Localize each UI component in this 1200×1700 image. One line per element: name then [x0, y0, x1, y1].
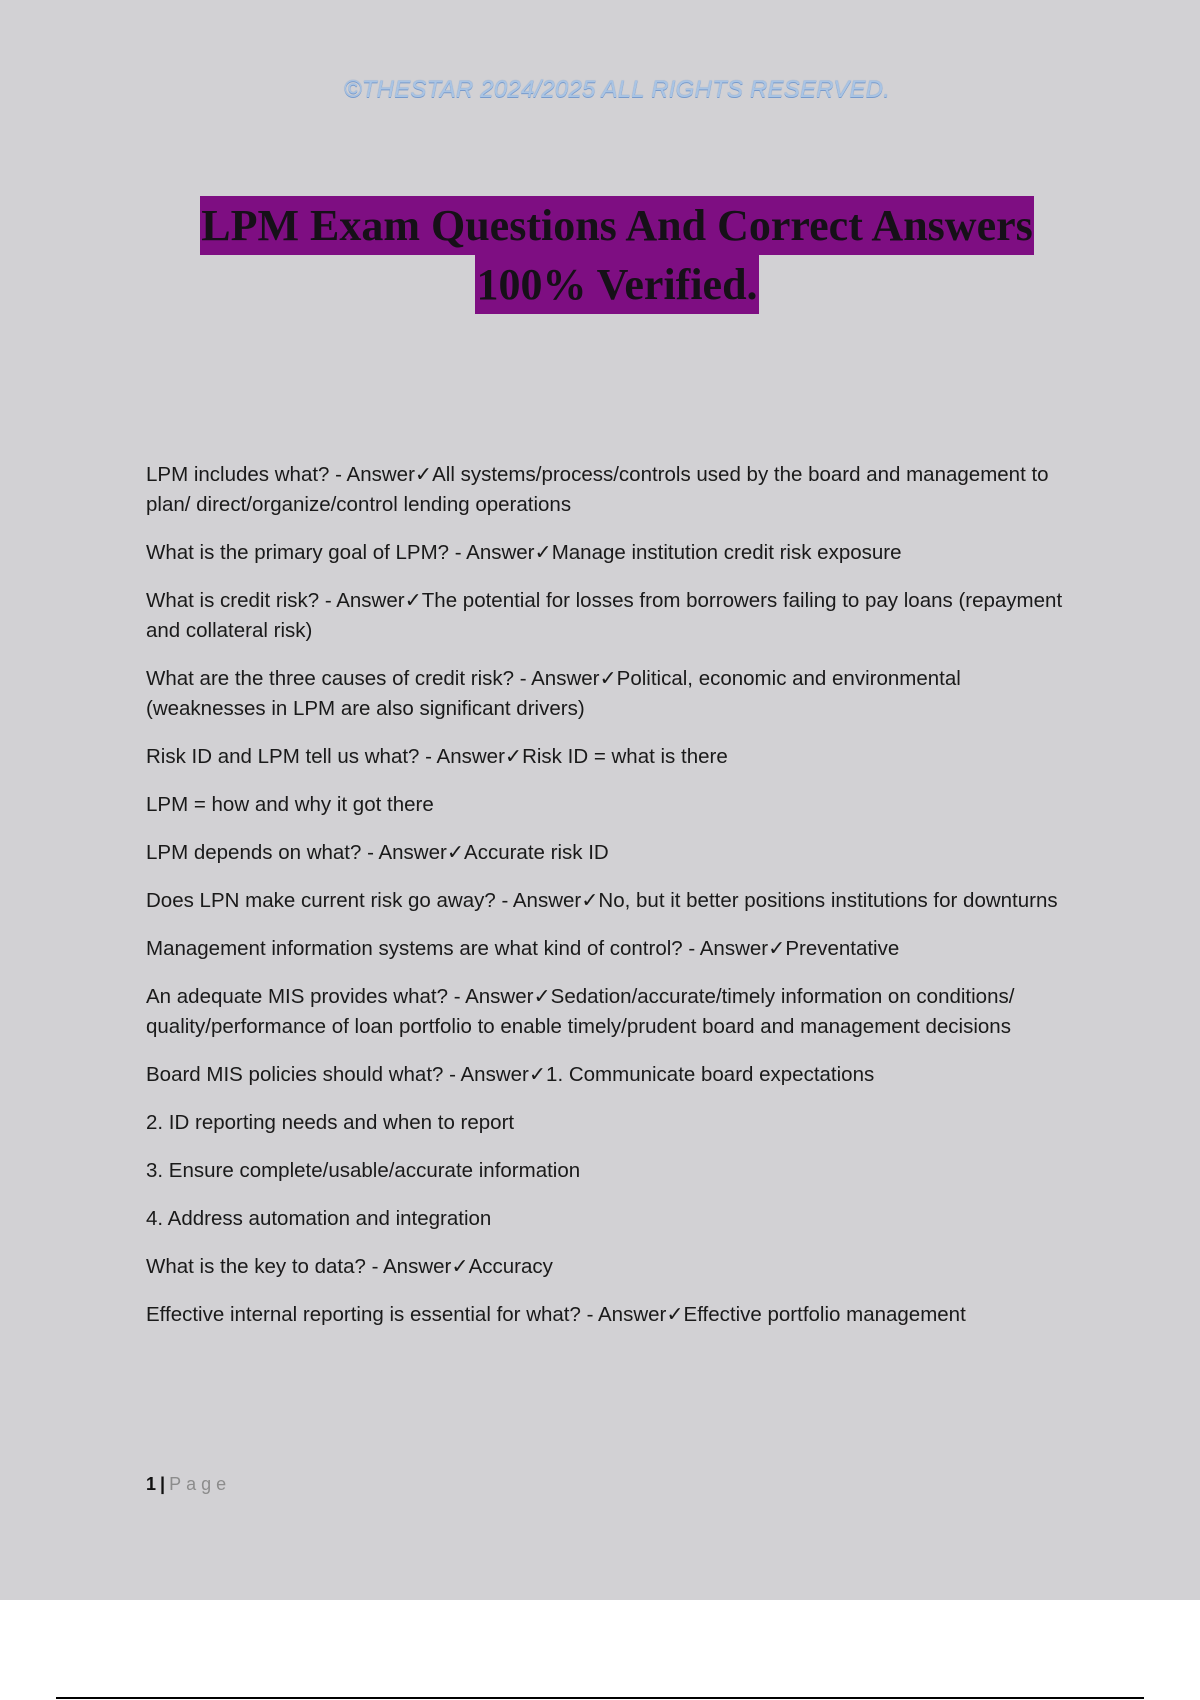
check-icon: ✓ — [504, 745, 523, 768]
qa-continuation: 4. Address automation and integration — [146, 1207, 492, 1230]
question-text: Management information systems are what kind of control? - Answer — [146, 937, 769, 960]
check-icon: ✓ — [666, 1303, 684, 1326]
answer-text: Effective portfolio management — [683, 1303, 966, 1326]
qa-item — [146, 538, 1066, 568]
question-text: Effective internal reporting is essential for what? - Answer — [146, 1303, 667, 1326]
qa-item — [146, 982, 1066, 1042]
qa-item — [146, 886, 1066, 916]
check-icon: ✓ — [534, 541, 552, 564]
check-icon: ✓ — [446, 841, 465, 864]
document-title — [0, 196, 1200, 314]
qa-item — [146, 460, 1066, 520]
qa-list — [146, 460, 1066, 1348]
answer-text: 1. Communicate board expectations — [546, 1063, 875, 1086]
check-icon: ✓ — [581, 889, 599, 912]
copyright-watermark: ©THESTAR 2024/2025 ALL RIGHTS RESERVED. — [343, 76, 891, 103]
answer-text: No, but it better positions institutions for downturns — [598, 889, 1058, 912]
page-separator: | — [160, 1474, 166, 1494]
qa-continuation: 3. Ensure complete/usable/accurate information — [146, 1159, 581, 1182]
bottom-divider — [56, 1697, 1144, 1699]
title-line-1: LPM Exam Questions And Correct Answers — [200, 196, 1034, 255]
question-text: LPM includes what? - Answer — [146, 463, 415, 486]
question-text: Does LPN make current risk go away? - Answer — [146, 889, 582, 912]
question-text: LPM depends on what? - Answer — [146, 841, 447, 864]
question-text: What is credit risk? - Answer — [146, 589, 405, 612]
title-line-2: 100% Verified. — [475, 255, 758, 314]
answer-text: The potential for losses from borrowers failing to pay loans (repayment and collateral risk) — [146, 589, 1063, 642]
check-icon: ✓ — [414, 463, 433, 486]
qa-item — [146, 934, 1066, 964]
answer-text: Political, economic and environmental (weaknesses in LPM are also significant drivers) — [146, 667, 961, 720]
question-text: What is the key to data? - Answer — [146, 1255, 452, 1278]
question-text: What is the primary goal of LPM? - Answer — [146, 541, 535, 564]
qa-continuation: 2. ID reporting needs and when to report — [146, 1111, 515, 1134]
qa-item — [146, 1060, 1066, 1090]
page-footer — [146, 1474, 231, 1495]
check-icon: ✓ — [599, 667, 617, 690]
answer-text: Manage institution credit risk exposure — [551, 541, 902, 564]
answer-text: Accuracy — [468, 1255, 553, 1278]
qa-item — [146, 838, 1066, 868]
qa-item — [146, 1252, 1066, 1282]
qa-item — [146, 742, 1066, 772]
question-text: What are the three causes of credit risk? - Answer — [146, 667, 600, 690]
question-text: Board MIS policies should what? - Answer — [146, 1063, 529, 1086]
qa-item — [146, 586, 1066, 646]
answer-text: All systems/process/controls used by the board and management to plan/ direct/organize/control lending operations — [146, 463, 1049, 516]
check-icon: ✓ — [404, 589, 422, 612]
page-label: Page — [169, 1474, 232, 1494]
qa-item — [146, 664, 1066, 724]
page-number: 1 — [146, 1474, 157, 1494]
check-icon: ✓ — [451, 1255, 469, 1278]
answer-text: Risk ID = what is there — [522, 745, 728, 768]
answer-text: Preventative — [785, 937, 900, 960]
question-text: An adequate MIS provides what? - Answer — [146, 985, 534, 1008]
question-text: Risk ID and LPM tell us what? - Answer — [146, 745, 505, 768]
answer-text: Accurate risk ID — [464, 841, 609, 864]
check-icon: ✓ — [768, 937, 786, 960]
answer-text: Sedation/accurate/timely information on conditions/ quality/performance of loan portfolio to enable timely/prudent board and management decisions — [146, 985, 1015, 1038]
qa-item — [146, 1300, 1066, 1330]
check-icon: ✓ — [533, 985, 551, 1008]
check-icon: ✓ — [528, 1063, 547, 1086]
qa-continuation: LPM = how and why it got there — [146, 793, 434, 816]
